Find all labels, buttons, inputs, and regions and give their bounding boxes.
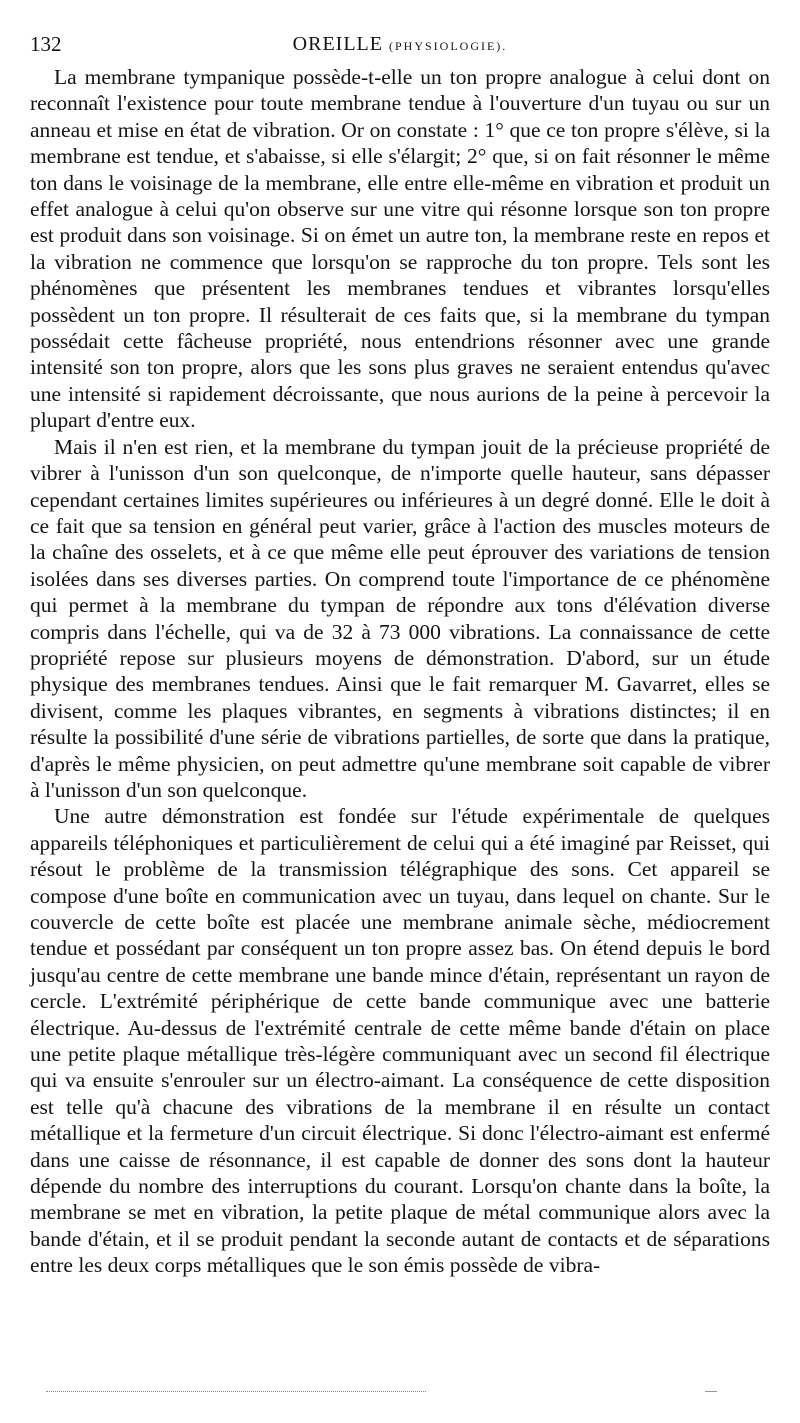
footer-dash <box>705 1391 717 1392</box>
header-subtitle: (PHYSIOLOGIE). <box>388 39 508 53</box>
paragraph-3: Une autre démonstration est fondée sur l'étude expérimentale de quelques appareils téléphoniques et particulièrement de celui qui a été imaginé par Reisset, qui résout le problème de la transmission télégraphique des sons. Cet appareil se compose d'une boîte en communication avec un tuyau, dans lequel on chante. Sur le couvercle de cette boîte est placée une membrane animale sèche, médiocrement tendue et possédant par conséquent un ton propre assez bas. On étend depuis le bord jusqu'au centre de cette membrane une bande mince d'étain, représentant un rayon de cercle. L'extrémité périphérique de cette bande communique avec une batterie électrique. Au-dessus de l'extrémité centrale de cette même bande d'étain on place une petite plaque métallique très-légère communiquant avec un second fil électrique qui va ensuite s'enrouler sur un électro-aimant. La conséquence de cette disposition est telle qu'à chacune des vibrations de la membrane il en résulte un contact métallique et la fermeture d'un circuit électrique. Si donc l'électro-aimant est enfermé dans une caisse de résonnance, il est capable de donner des sons dont la hauteur dépende du nombre des interruptions du courant. Lorsqu'on chante dans la boîte, la membrane se met en vibration, la petite plaque de métal communique alors avec la bande d'étain, et il se produit pendant la seconde autant de contacts et de séparations entre les deux corps métalliques que le son émis possède de vibra- <box>30 804 770 1278</box>
page-number: 132 <box>30 32 62 56</box>
paragraph-1: La membrane tympanique possède-t-elle un ton propre analogue à celui dont on reconnaît l'existence pour toute membrane tendue à l'ouverture d'un tuyau ou sur un anneau et mise en état de vibration. Or on constate : 1° que ce ton propre s'élève, si la membrane est tendue, et s'abaisse, si elle s'élargit; 2° que, si on fait résonner le même ton dans le voisinage de la membrane, elle entre elle-même en vibration et produit un effet analogue à celui qu'on observe sur une vitre qui résonne lorsque son ton propre est produit dans son voisinage. Si on émet un autre ton, la membrane reste en repos et la vibration ne commence que lorsqu'on se rapproche du ton propre. Tels sont les phénomènes que présentent les membranes tendues et vibrantes lorsqu'elles possèdent un ton propre. Il résulterait de ces faits que, si la membrane du tympan possédait cette fâcheuse propriété, nous entendrions résonner avec une grande intensité son ton propre, alors que les sons plus graves ne seraient entendus qu'avec une intensité si rapidement décroissante, que nous aurions de la peine à percevoir la plupart d'entre eux. <box>30 65 770 433</box>
header-title <box>30 32 770 58</box>
running-head <box>30 32 770 58</box>
paragraph-2: Mais il n'en est rien, et la membrane du tympan jouit de la précieuse propriété de vibrer à l'unisson d'un son quelconque, de n'importe quelle hauteur, sans dépasser cependant certaines limites supérieures ou inférieures à un degré donné. Elle le doit à ce fait que sa tension en général peut varier, grâce à l'action des muscles moteurs de la chaîne des osselets, et à ce que même elle peut éprouver des variations de tension isolées dans ses diverses parties. On comprend toute l'importance de ce phénomène qui permet à la membrane du tympan de répondre aux tons d'élévation diverse compris dans l'échelle, qui va de 32 à 73 000 vibrations. La connaissance de cette propriété repose sur plusieurs moyens de démonstration. D'abord, sur un étude physique des membranes tendues. Ainsi que le fait remarquer M. Gavarret, elles se divisent, comme les plaques vibrantes, en segments à vibrations distinctes; il en résulte la possibilité d'une série de vibrations partielles, de sorte que dans la pratique, d'après le même physicien, on peut admettre qu'une membrane soit capable de vibrer à l'unisson d'un son quelconque. <box>30 434 770 802</box>
footer-rule <box>46 1391 426 1392</box>
body-text <box>30 64 770 1279</box>
header-title-main: OREILLE <box>292 33 383 55</box>
